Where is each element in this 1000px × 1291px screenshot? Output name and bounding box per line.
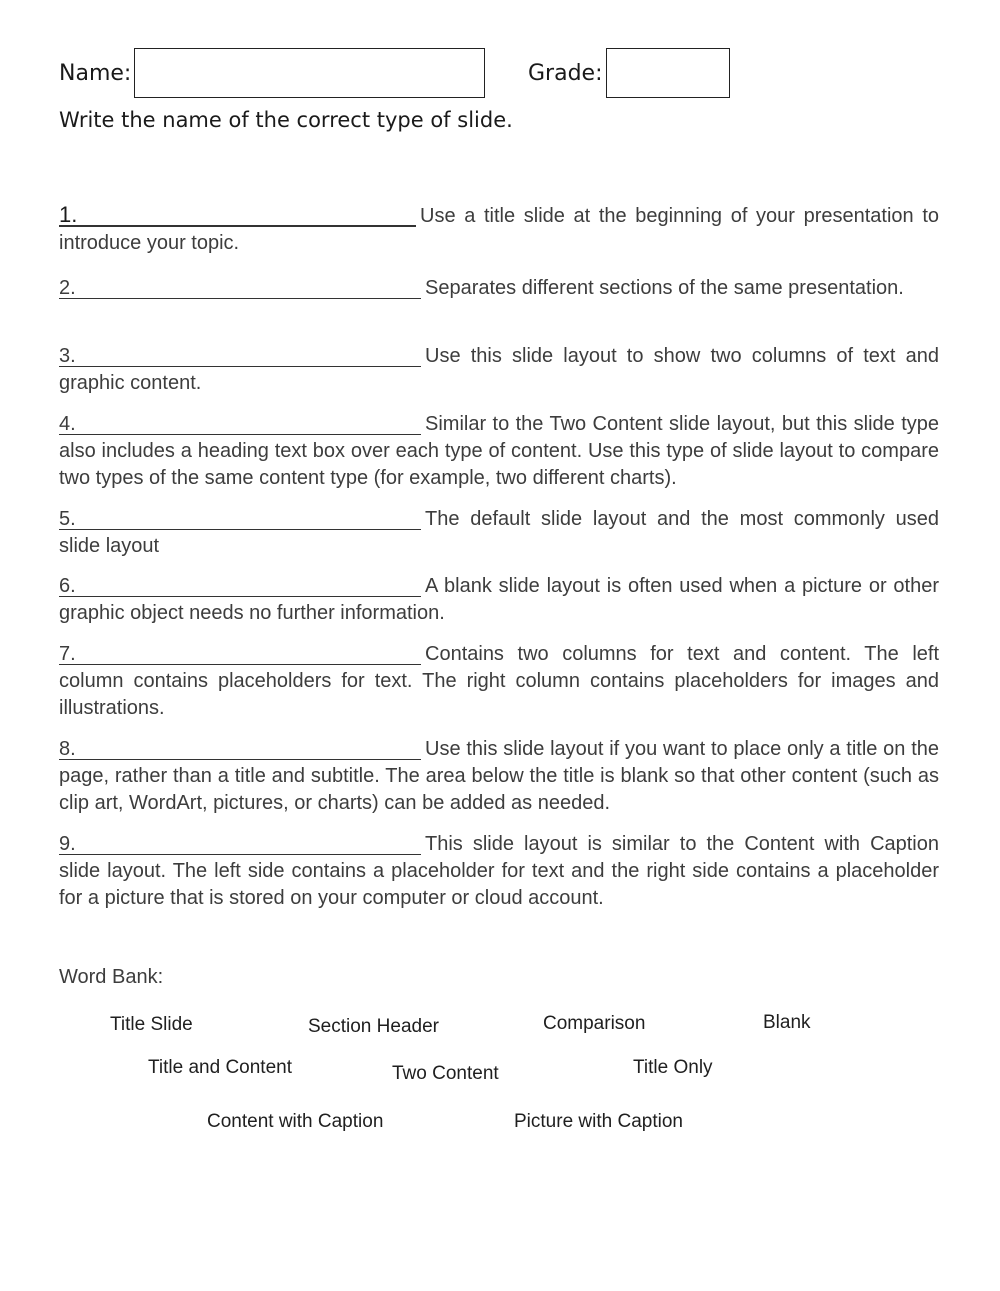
grade-input-box[interactable] <box>606 48 730 98</box>
question-1 <box>59 203 939 257</box>
word-bank-item: Picture with Caption <box>514 1111 683 1132</box>
question-number-blank[interactable]: 6. <box>59 576 421 597</box>
question-number-blank[interactable]: 5. <box>59 509 421 530</box>
question-text: Use this slide layout to show two columns of text and graphic content. <box>59 345 939 394</box>
word-bank-item: Two Content <box>392 1063 499 1084</box>
word-bank-item: Content with Caption <box>207 1111 384 1132</box>
question-number-blank[interactable]: 2. <box>59 278 421 299</box>
question-9 <box>59 831 939 912</box>
word-bank-title: Word Bank: <box>59 966 164 988</box>
word-bank-item: Comparison <box>543 1013 646 1034</box>
question-text: The default slide layout and the most commonly used slide layout <box>59 508 939 557</box>
name-label: Name: <box>59 61 132 86</box>
question-2 <box>59 275 939 302</box>
question-3 <box>59 343 939 397</box>
question-text: Similar to the Two Content slide layout, but this slide type also includes a heading text box over each type of content. Use this type of slide layout to compare two types of the same content type (for example, two different charts). <box>59 413 939 489</box>
question-text: Use a title slide at the beginning of your presentation to introduce your topic. <box>59 205 939 254</box>
question-number-blank[interactable]: 8. <box>59 739 421 760</box>
question-number-blank[interactable]: 9. <box>59 834 421 855</box>
question-text: Separates different sections of the same presentation. <box>425 277 904 299</box>
word-bank-item: Title and Content <box>148 1057 292 1078</box>
question-8 <box>59 736 939 817</box>
word-bank-item: Title Slide <box>110 1014 193 1035</box>
name-input-box[interactable] <box>134 48 485 98</box>
instructions: Write the name of the correct type of slide. <box>59 108 513 132</box>
question-6 <box>59 573 939 627</box>
question-text: This slide layout is similar to the Content with Caption slide layout. The left side contains a placeholder for text and the right side contains a placeholder for a picture that is stored on your computer or cloud account. <box>59 833 939 909</box>
word-bank-item: Blank <box>763 1012 811 1033</box>
question-text: Contains two columns for text and content. The left column contains placeholders for text. The right column contains placeholders for images and illustrations. <box>59 643 939 719</box>
question-4 <box>59 411 939 492</box>
question-7 <box>59 641 939 722</box>
question-text: A blank slide layout is often used when a picture or other graphic object needs no further information. <box>59 575 939 624</box>
word-bank-item: Title Only <box>633 1057 713 1078</box>
grade-label: Grade: <box>528 61 603 86</box>
word-bank-item: Section Header <box>308 1016 439 1037</box>
question-number-blank[interactable]: 7. <box>59 644 421 665</box>
question-number-blank[interactable]: 3. <box>59 346 421 367</box>
question-5 <box>59 506 939 560</box>
question-number-blank[interactable]: 4. <box>59 414 421 435</box>
question-text: Use this slide layout if you want to place only a title on the page, rather than a title and subtitle. The area below the title is blank so that other content (such as clip art, WordArt, pictures, or charts) can be added as needed. <box>59 738 939 814</box>
question-number-blank[interactable]: 1. <box>59 205 416 227</box>
